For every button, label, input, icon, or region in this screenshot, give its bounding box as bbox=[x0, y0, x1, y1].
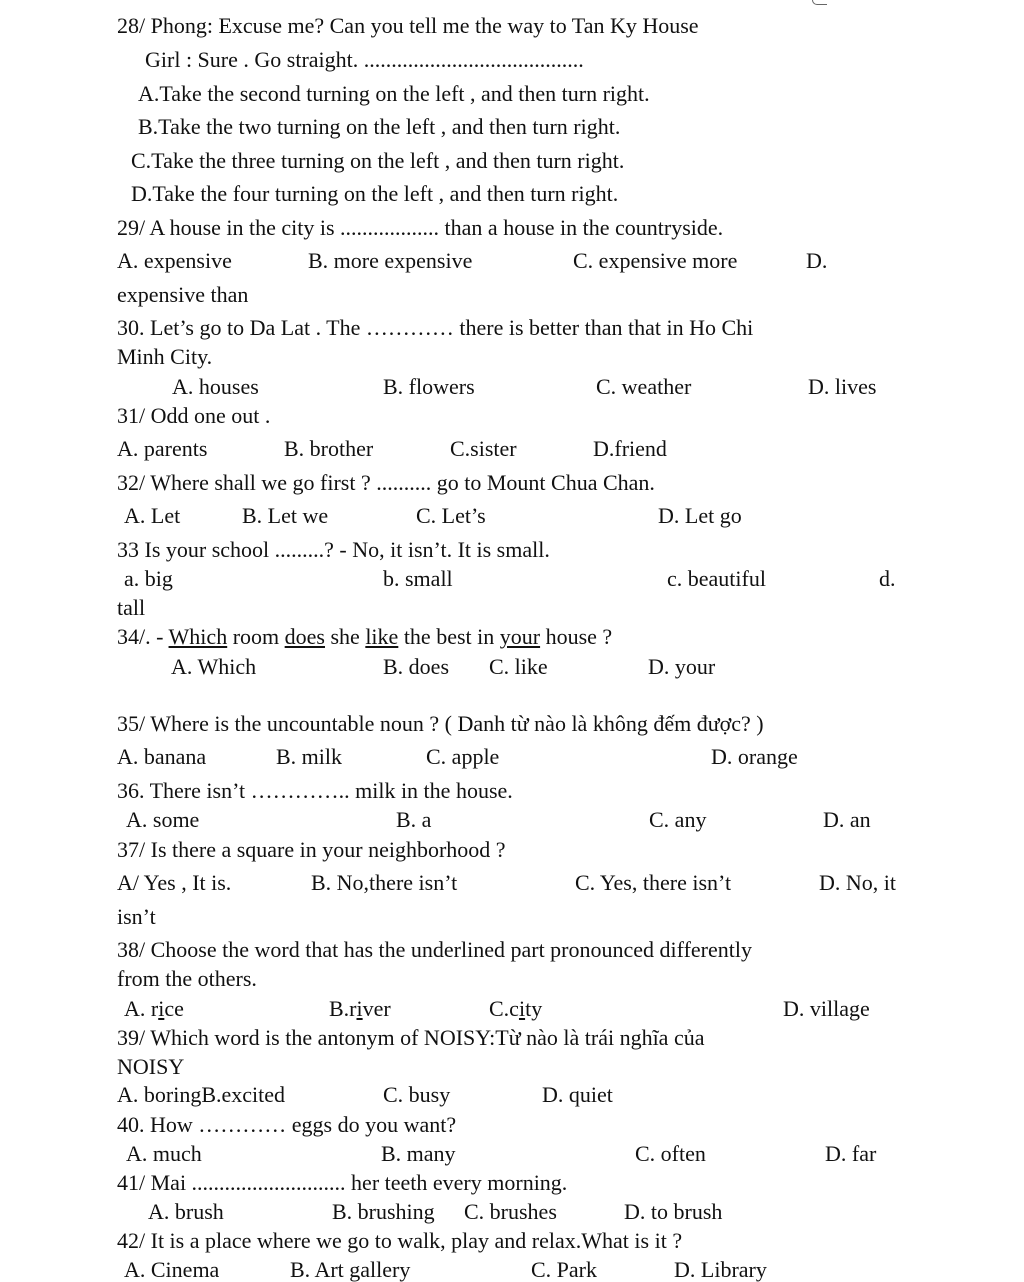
q28-option-b[interactable]: B.Take the two turning on the left , and then turn right. bbox=[138, 114, 621, 139]
q41-option-c[interactable]: C. brushes bbox=[464, 1199, 557, 1224]
q40-option-a[interactable]: A. much bbox=[126, 1141, 202, 1166]
q36-option-d[interactable]: D. an bbox=[823, 807, 871, 832]
q38-stem: 38/ Choose the word that has the underlined part pronounced differently bbox=[117, 937, 752, 962]
q41-option-a[interactable]: A. brush bbox=[148, 1199, 224, 1224]
q39-option-c[interactable]: C. busy bbox=[383, 1082, 451, 1107]
q30-stem: 30. Let’s go to Da Lat . The ………… there is better than that in Ho Chi bbox=[117, 315, 754, 340]
q32-stem: 32/ Where shall we go first ? .......... go to Mount Chua Chan. bbox=[117, 470, 655, 495]
q32-option-a[interactable]: A. Let bbox=[124, 503, 181, 528]
q39-option-d[interactable]: D. quiet bbox=[542, 1082, 613, 1107]
q37-option-d[interactable]: D. No, it bbox=[819, 870, 896, 895]
q31-option-b[interactable]: B. brother bbox=[284, 436, 374, 461]
q30-option-c[interactable]: C. weather bbox=[596, 374, 692, 399]
q36-option-a[interactable]: A. some bbox=[126, 807, 200, 832]
q29-stem: 29/ A house in the city is .................. than a house in the countryside. bbox=[117, 215, 724, 240]
q34-stem-part: the best in bbox=[398, 624, 500, 649]
q30-option-b[interactable]: B. flowers bbox=[383, 374, 475, 399]
q32-option-c[interactable]: C. Let’s bbox=[416, 503, 486, 528]
q33-option-c[interactable]: c. beautiful bbox=[667, 566, 766, 591]
q42-option-a[interactable]: A. Cinema bbox=[124, 1257, 220, 1282]
q29-option-b[interactable]: B. more expensive bbox=[308, 248, 473, 273]
q37-option-d-wrap[interactable]: isn’t bbox=[117, 904, 156, 929]
q42-option-b[interactable]: B. Art gallery bbox=[290, 1257, 411, 1282]
q39-stem: 39/ Which word is the antonym of NOISY:Từ nào là trái nghĩa của bbox=[117, 1025, 705, 1050]
q33-option-d[interactable]: d. bbox=[879, 566, 896, 591]
q34-underlined-like: like bbox=[365, 624, 399, 649]
q41-option-d[interactable]: D. to brush bbox=[624, 1199, 723, 1224]
q38-option-b-text: ver bbox=[362, 996, 391, 1021]
q36-option-c[interactable]: C. any bbox=[649, 807, 707, 832]
q33-stem: 33 Is your school .........? - No, it isn’t. It is small. bbox=[117, 537, 550, 562]
q38-option-a[interactable] bbox=[124, 998, 184, 1020]
q34-stem bbox=[117, 626, 612, 648]
q34-stem-part: house ? bbox=[540, 624, 613, 649]
q39-stem-line2: NOISY bbox=[117, 1054, 185, 1079]
q38-option-c-text: ty bbox=[525, 996, 543, 1021]
q38-option-b-text: B.r bbox=[329, 996, 357, 1021]
q34-underlined-your: your bbox=[499, 624, 541, 649]
q36-option-b[interactable]: B. a bbox=[396, 807, 432, 832]
q32-option-d[interactable]: D. Let go bbox=[658, 503, 742, 528]
q34-underlined-which: Which bbox=[168, 624, 228, 649]
page-top-mark bbox=[812, 0, 827, 5]
q28-stem-line2: Girl : Sure . Go straight. ........................................ bbox=[145, 47, 584, 72]
q40-option-d[interactable]: D. far bbox=[825, 1141, 877, 1166]
q29-option-c[interactable]: C. expensive more bbox=[573, 248, 738, 273]
q34-stem-part: she bbox=[324, 624, 366, 649]
q30-option-d[interactable]: D. lives bbox=[808, 374, 877, 399]
q30-stem-line2: Minh City. bbox=[117, 344, 213, 369]
q34-option-b[interactable]: B. does bbox=[383, 654, 449, 679]
q34-option-d[interactable]: D. your bbox=[648, 654, 716, 679]
q33-option-d-wrap[interactable]: tall bbox=[117, 595, 146, 620]
q33-option-b[interactable]: b. small bbox=[383, 566, 453, 591]
q37-option-c[interactable]: C. Yes, there isn’t bbox=[575, 870, 732, 895]
q42-option-d[interactable]: D. Library bbox=[674, 1257, 767, 1282]
q40-option-b[interactable]: B. many bbox=[381, 1141, 456, 1166]
q38-stem-line2: from the others. bbox=[117, 966, 257, 991]
q33-option-a[interactable]: a. big bbox=[124, 566, 173, 591]
q42-stem: 42/ It is a place where we go to walk, play and relax.What is it ? bbox=[117, 1228, 683, 1253]
q40-stem: 40. How ………… eggs do you want? bbox=[117, 1112, 457, 1137]
q37-option-a[interactable]: A/ Yes , It is. bbox=[117, 870, 232, 895]
q28-option-c[interactable]: C.Take the three turning on the left , and then turn right. bbox=[131, 148, 625, 173]
q37-stem: 37/ Is there a square in your neighborhood ? bbox=[117, 837, 506, 862]
q38-option-b[interactable] bbox=[329, 998, 391, 1020]
q32-option-b[interactable]: B. Let we bbox=[242, 503, 329, 528]
q35-stem: 35/ Where is the uncountable noun ? ( Danh từ nào là không đếm được? ) bbox=[117, 711, 764, 736]
q40-option-c[interactable]: C. often bbox=[635, 1141, 706, 1166]
q36-stem: 36. There isn’t ………….. milk in the house. bbox=[117, 778, 513, 803]
q34-stem-part: room bbox=[227, 624, 285, 649]
q38-option-c-underlined: i bbox=[518, 996, 526, 1021]
q31-option-a[interactable]: A. parents bbox=[117, 436, 208, 461]
q29-option-a[interactable]: A. expensive bbox=[117, 248, 232, 273]
q34-underlined-does: does bbox=[284, 624, 325, 649]
q28-stem: 28/ Phong: Excuse me? Can you tell me the way to Tan Ky House bbox=[117, 13, 699, 38]
q29-option-d-wrap[interactable]: expensive than bbox=[117, 282, 249, 307]
q42-option-c[interactable]: C. Park bbox=[531, 1257, 597, 1282]
q38-option-d[interactable]: D. village bbox=[783, 996, 870, 1021]
q38-option-a-text: A. r bbox=[124, 996, 159, 1021]
q31-stem: 31/ Odd one out . bbox=[117, 403, 271, 428]
q34-option-a[interactable]: A. Which bbox=[171, 654, 257, 679]
q41-stem: 41/ Mai ............................ her teeth every morning. bbox=[117, 1170, 568, 1195]
q28-option-a[interactable]: A.Take the second turning on the left , and then turn right. bbox=[138, 81, 650, 106]
q31-option-d[interactable]: D.friend bbox=[593, 436, 667, 461]
q31-option-c[interactable]: C.sister bbox=[450, 436, 517, 461]
q38-option-a-text: ce bbox=[164, 996, 184, 1021]
q41-option-b[interactable]: B. brushing bbox=[332, 1199, 435, 1224]
q38-option-b-underlined: i bbox=[356, 996, 363, 1021]
q28-option-d[interactable]: D.Take the four turning on the left , and then turn right. bbox=[131, 181, 619, 206]
q38-option-c-text: C.c bbox=[489, 996, 519, 1021]
q30-option-a[interactable]: A. houses bbox=[172, 374, 259, 399]
q37-option-b[interactable]: B. No,there isn’t bbox=[311, 870, 458, 895]
q39-option-a-b[interactable]: A. boringB.excited bbox=[117, 1082, 286, 1107]
q35-option-c[interactable]: C. apple bbox=[426, 744, 500, 769]
q35-option-a[interactable]: A. banana bbox=[117, 744, 207, 769]
q34-stem-part: 34/. - bbox=[117, 624, 169, 649]
q29-option-d[interactable]: D. bbox=[806, 248, 828, 273]
q38-option-c[interactable] bbox=[489, 998, 542, 1020]
q38-option-a-underlined: i bbox=[158, 996, 165, 1021]
q35-option-b[interactable]: B. milk bbox=[276, 744, 343, 769]
q35-option-d[interactable]: D. orange bbox=[711, 744, 798, 769]
q34-option-c[interactable]: C. like bbox=[489, 654, 548, 679]
